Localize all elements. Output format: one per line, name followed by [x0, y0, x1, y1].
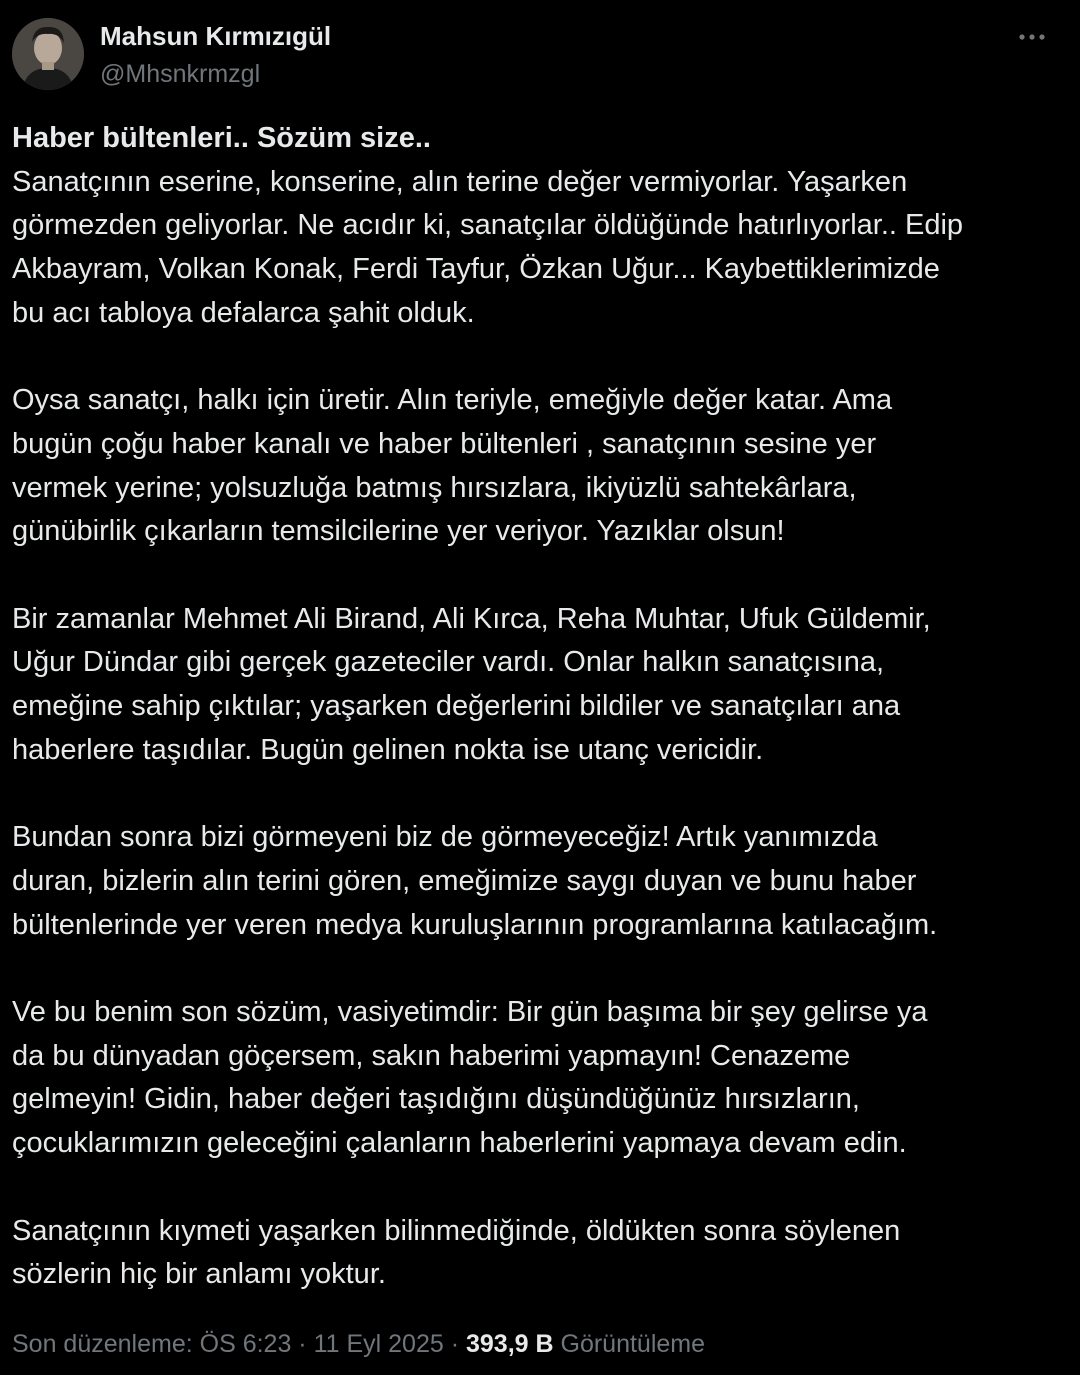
profile-photo-icon	[12, 18, 84, 90]
author-handle[interactable]: @Mhsnkrmzgl	[100, 60, 261, 88]
post-paragraph: Sanatçının eserine, konserine, alın terine değer vermiyorlar. Yaşarken görmezden geliyorlar. Ne acıdır ki, sanatçılar öldüğünde hatırlıyorlar.. Edip Akbayram, Volkan Konak, Ferdi Tayfur, Özkan Uğur... Kaybettiklerimizde bu acı tabloya defalarca şahit olduk.	[12, 165, 964, 329]
views-count: 393,9 B	[466, 1330, 554, 1358]
post-paragraph: Sanatçının kıymeti yaşarken bilinmediğinde, öldükten sonra söylenen sözlerin hiç bir anlamı yoktur.	[12, 1214, 901, 1291]
post-paragraph: Bir zamanlar Mehmet Ali Birand, Ali Kırca, Reha Muhtar, Ufuk Güldemir, Uğur Dündar gibi gerçek gazeteciler vardı. Onlar halkın sanatçısına, emeğine sahip çıktılar; yaşarken değerlerini bildiler ve sanatçıları ana haberlere taşıdılar. Bugün gelinen nokta ise utanç vericidir.	[12, 602, 931, 766]
meta-separator: ·	[443, 1330, 466, 1358]
post-text	[12, 117, 1062, 1297]
post-date[interactable]: 11 Eyl 2025	[313, 1330, 444, 1358]
post-headline: Haber bültenleri.. Sözüm size..	[12, 122, 431, 154]
author-name[interactable]: Mahsun Kırmızıgül	[100, 21, 332, 51]
views-label: Görüntüleme	[553, 1330, 706, 1358]
post-paragraph: Oysa sanatçı, halkı için üretir. Alın teriyle, emeğiyle değer katar. Ama bugün çoğu haber kanalı ve haber bültenleri , sanatçının sesine yer vermek yerine; yolsuzluğa batmış hırsızlara, ikiyüzlü sahtekârlara, günübirlik çıkarların temsilcilerine yer veriyor. Yazıklar olsun!	[12, 384, 893, 548]
edited-timestamp[interactable]: Son düzenleme: ÖS 6:23	[12, 1330, 292, 1358]
avatar[interactable]	[12, 18, 84, 90]
post-paragraph: Ve bu benim son sözüm, vasiyetimdir: Bir gün başıma bir şey gelirse ya da bu dünyadan göçersem, sakın haberimi yapmayın! Cenazeme gelmeyin! Gidin, haber değeri taşıdığını düşündüğünüz hırsızların, çocuklarımızın geleceğini çalanların haberlerini yapmaya devam edin.	[12, 996, 928, 1160]
more-options-button[interactable]	[1012, 22, 1052, 52]
more-horizontal-icon	[1018, 33, 1046, 41]
post-metadata	[12, 1326, 705, 1362]
meta-separator: ·	[291, 1330, 314, 1358]
post-paragraph: Bundan sonra bizi görmeyeni biz de görmeyeceğiz! Artık yanımızda duran, bizlerin alın terini gören, emeğimize saygı duyan ve bunu haber bültenlerinde yer veren medya kuruluşlarının programlarına katılacağım.	[12, 821, 938, 941]
